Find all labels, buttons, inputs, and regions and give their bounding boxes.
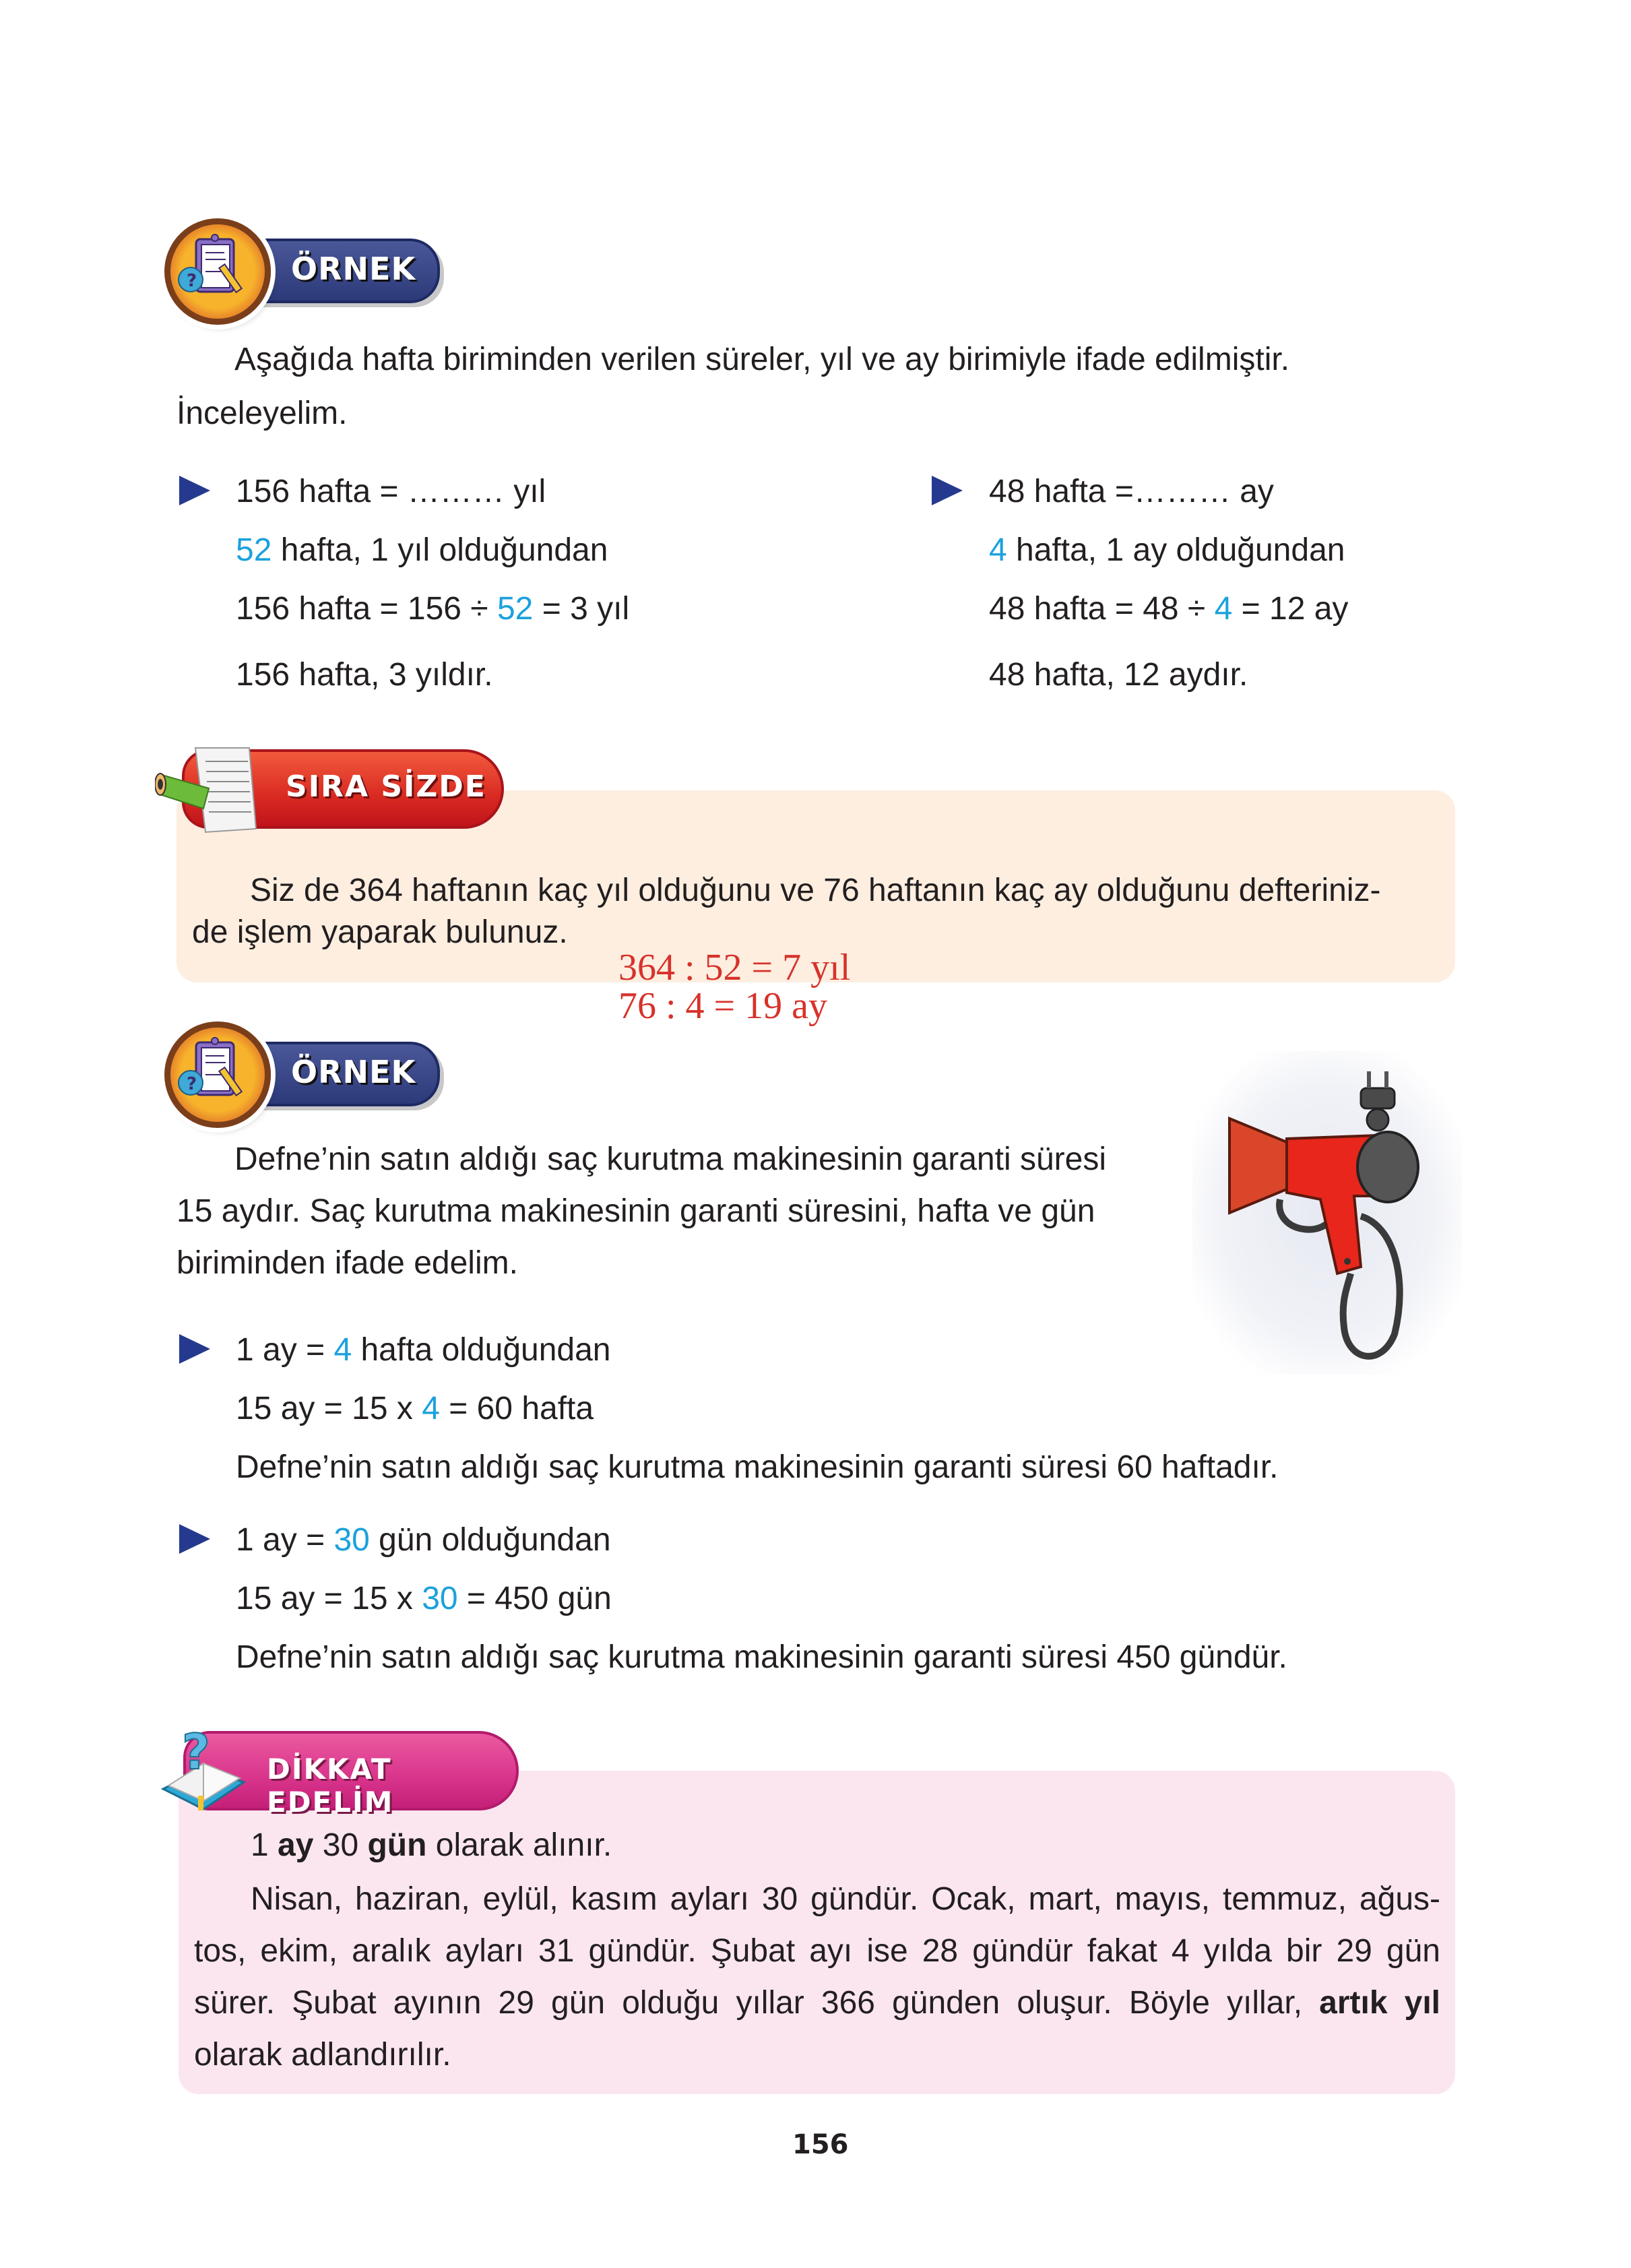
highlight-number: 52 [497,591,534,627]
week-fact-post: hafta olduğundan [352,1332,611,1368]
intro-line: biriminden ifade edelim. [177,1245,518,1281]
sira-sizde-badge [155,741,519,842]
left-question: 156 hafta = ……… yıl [236,474,546,509]
highlight-number: 4 [333,1332,352,1368]
arrow-bullet-icon [932,476,963,505]
ornek-label-bar [256,1042,440,1106]
dikkat-line: Nisan, haziran, eylül, kasım ayları 30 gündür. Ocak, mart, mayıs, temmuz, ağus- [251,1881,1440,1917]
highlight-number: 4 [422,1391,440,1426]
right-fact [989,534,1345,567]
bold-term-artik-yil: artık yıl [1319,1985,1441,2021]
left-calc [236,593,629,625]
day-fact-post: gün olduğundan [369,1522,611,1558]
left-result: 156 hafta, 3 yıldır. [236,657,493,693]
week-fact [236,1334,611,1366]
svg-text:?: ? [182,1724,210,1780]
rule-bold-ay: ay [278,1827,314,1863]
dikkat-line [194,1977,1440,2029]
rule-text: olarak alınır. [426,1827,612,1863]
dikkat-edelim-badge [156,1722,534,1823]
right-fact-text: hafta, 1 ay olduğundan [1006,532,1345,568]
intro-line: 15 aydır. Saç kurutma makinesinin garanti süresini, hafta ve gün [177,1193,1095,1229]
week-calc-pre: 15 ay = 15 x [236,1391,422,1426]
dikkat-edelim-label: DİKKAT EDELİM [267,1753,394,1819]
right-result: 48 hafta, 12 aydır. [989,657,1248,693]
week-calc [236,1393,594,1425]
dikkat-line-text: sürer. Şubat ayının 29 gün olduğu yıllar 366 günden oluşur. Böyle yıllar, [194,1985,1320,2021]
example1-intro [177,334,1455,385]
day-calc [236,1583,612,1615]
week-fact-pre: 1 ay = [236,1332,334,1368]
left-calc-pre: 156 hafta = 156 ÷ [236,591,497,627]
dikkat-paragraph [194,1873,1440,2081]
dikkat-line: olarak adlandırılır. [194,2037,451,2073]
intro-line: Defne’nin satın aldığı saç kurutma makinesinin garanti süresi [234,1141,1106,1177]
highlight-number: 30 [422,1581,458,1616]
ornek-badge [162,216,445,317]
right-question: 48 hafta =……… ay [989,474,1274,509]
right-calc-post: = 12 ay [1232,591,1349,627]
right-calc-pre: 48 hafta = 48 ÷ [989,591,1215,627]
rule-text: 30 [313,1827,368,1863]
svg-text:?: ? [187,271,197,291]
hair-dryer-illustration [1192,1051,1462,1375]
arrow-bullet-icon [179,1334,210,1364]
dikkat-line: tos, ekim, aralık ayları 31 gündür. Şubat ayı ise 28 gündür fakat 4 yılda bir 29 gün [194,1933,1440,1969]
intro-line-1: Aşağıda hafta biriminden verilen süreler, yıl ve ay birimiyle ifade edilmiştir. [234,342,1290,377]
book-question-icon [156,1722,251,1816]
page-number: 156 [792,2129,849,2160]
pencil-paper-icon [155,741,263,836]
day-fact [236,1524,611,1556]
example2-intro [177,1143,1147,1299]
left-fact-text: hafta, 1 yıl olduğundan [271,532,608,568]
handwritten-answer-1: 364 : 52 = 7 yıl [618,947,851,988]
week-calc-post: = 60 hafta [439,1391,594,1426]
day-result: Defne’nin satın aldığı saç kurutma makinesinin garanti süresi 450 gündür. [236,1639,1287,1675]
left-fact [236,534,608,567]
ornek-label-bar [256,239,440,303]
ornek-badge [162,1019,445,1120]
sira-sizde-line-1: Siz de 364 haftanın kaç yıl olduğunu ve 76 haftanın kaç ay olduğunu defteriniz- [250,873,1381,908]
highlight-number: 30 [333,1522,370,1558]
rule-text: 1 [251,1827,278,1863]
day-calc-pre: 15 ay = 15 x [236,1581,422,1616]
rule-bold-gun: gün [367,1827,427,1863]
handwritten-answer-2: 76 : 4 = 19 ay [618,985,827,1027]
hair-dryer-icon [1192,1051,1462,1375]
ornek-label: ÖRNEK [291,251,416,287]
clipboard-icon [164,218,271,325]
clipboard-icon [164,1021,271,1128]
highlight-number: 4 [1214,591,1233,627]
dikkat-rule [251,1829,612,1862]
day-calc-post: = 450 gün [457,1581,612,1616]
intro-line-2: İnceleyelim. [177,396,348,431]
sira-sizde-line-2: de işlem yaparak bulunuz. [192,914,568,950]
left-calc-post: = 3 yıl [533,591,630,627]
arrow-bullet-icon [179,1524,210,1554]
arrow-bullet-icon [179,476,210,505]
highlight-number: 4 [989,532,1007,568]
ornek-label: ÖRNEK [291,1054,416,1090]
sira-sizde-label: SIRA SİZDE [286,769,486,804]
svg-text:?: ? [187,1074,197,1094]
right-calc [989,593,1348,625]
day-fact-pre: 1 ay = [236,1522,334,1558]
week-result: Defne’nin satın aldığı saç kurutma makinesinin garanti süresi 60 haftadır. [236,1449,1279,1485]
highlight-number: 52 [236,532,272,568]
